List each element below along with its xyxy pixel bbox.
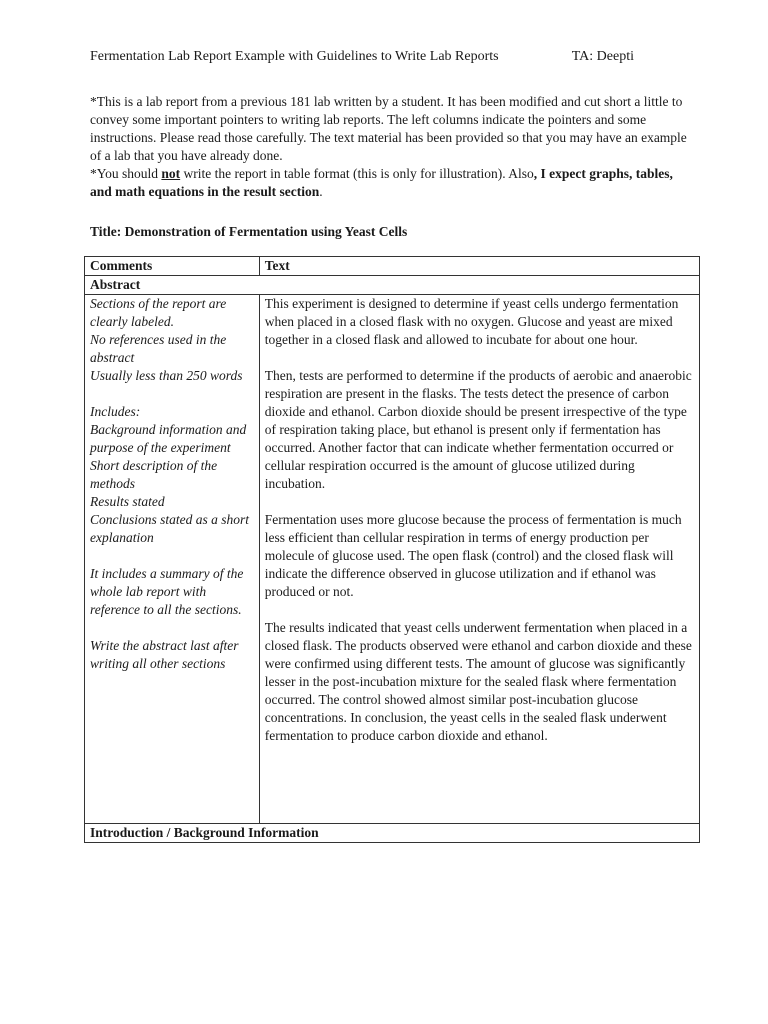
section-row-introduction <box>85 824 700 843</box>
note2-bold: I expect graphs, tables, and math equations in the result section <box>90 166 673 199</box>
comment-item: It includes a summary of the whole lab report with reference to all the sections. <box>90 566 244 617</box>
comments-cell <box>85 295 260 824</box>
report-table <box>84 256 700 843</box>
abstract-paragraph: Fermentation uses more glucose because the process of fermentation is much less efficient than cellular respiration in terms of energy production per molecule of glucose used. The open flask (control) and the closed flask will indicate the difference observed in glucose utilization and if ethanol was produced or not. <box>264 512 682 599</box>
comment-item: Conclusions stated as a short explanation <box>90 512 250 545</box>
table-header-row <box>85 257 700 276</box>
section-label-introduction: Introduction / Background Information <box>85 824 700 843</box>
page-header <box>90 48 700 66</box>
comment-item: Background information and purpose of the experiment <box>90 422 247 455</box>
text-cell <box>259 295 699 824</box>
note2-not: not <box>161 166 181 181</box>
column-header-comments: Comments <box>85 257 260 276</box>
comment-item: Usually less than 250 words <box>90 368 243 383</box>
header-title: Fermentation Lab Report Example with Guidelines to Write Lab Reports <box>90 49 499 64</box>
intro-note-1: *This is a lab report from a previous 181 lab written by a student. It has been modified and cut short a little to convey some important pointers to writing lab reports. The left columns indicate the pointers and some instructions. Please read those carefully. The text material has been provided so that you may have an example of a lab that you have already done. <box>90 94 687 163</box>
document-title: Title: Demonstration of Fermentation using Yeast Cells <box>90 224 408 239</box>
document-page <box>90 48 700 241</box>
column-header-text: Text <box>259 257 699 276</box>
comment-item: Short description of the methods <box>90 458 218 491</box>
section-row-abstract <box>85 276 700 295</box>
intro-notes <box>90 93 690 201</box>
comment-item: No references used in the abstract <box>90 332 227 365</box>
abstract-paragraph: The results indicated that yeast cells underwent fermentation when placed in a closed flask. The products observed were ethanol and carbon dioxide and these were confirmed using different tests. The amount of glucose was significantly lesser in the post-incubation mixture for the sealed flask where fermentation occurred. The control showed almost similar post-incubation glucose concentrations. In conclusion, the yeast cells in the sealed flask underwent fermentation to produce carbon dioxide and ethanol. <box>264 620 692 743</box>
note2-prefix: *You should <box>90 166 162 181</box>
note2-comma: , <box>533 166 541 181</box>
comment-item: Sections of the report are clearly labeled. <box>90 296 227 329</box>
section-label-abstract: Abstract <box>85 276 700 295</box>
note2-mid: write the report in table format (this is only for illustration). Also <box>180 166 534 181</box>
abstract-paragraph: This experiment is designed to determine if yeast cells undergo fermentation when placed in a closed flask with no oxygen. Glucose and yeast are mixed together in a closed flask and allowed to incubate for about one hour. <box>264 296 679 347</box>
intro-note-2 <box>90 165 690 201</box>
comment-spacer <box>90 385 254 403</box>
comment-spacer <box>90 547 254 565</box>
comment-item: Includes: <box>90 404 141 419</box>
comment-item: Write the abstract last after writing all other sections <box>90 638 239 671</box>
abstract-content-row <box>85 295 700 824</box>
abstract-paragraph: Then, tests are performed to determine if the products of aerobic and anaerobic respiration are present in the flasks. The tests detect the presence of carbon dioxide and ethanol. Carbon dioxide should be present irrespective of the type of respiration taking place, but ethanol is present only if fermentation has occurred. Another factor that can indicate whether fermentation occurred or cellular respiration occurred is the amount of glucose utilized during incubation. <box>264 368 692 491</box>
comment-item: Results stated <box>90 494 165 509</box>
comment-spacer <box>90 619 254 637</box>
note2-end: . <box>319 184 323 199</box>
header-ta: TA: Deepti <box>571 49 634 64</box>
